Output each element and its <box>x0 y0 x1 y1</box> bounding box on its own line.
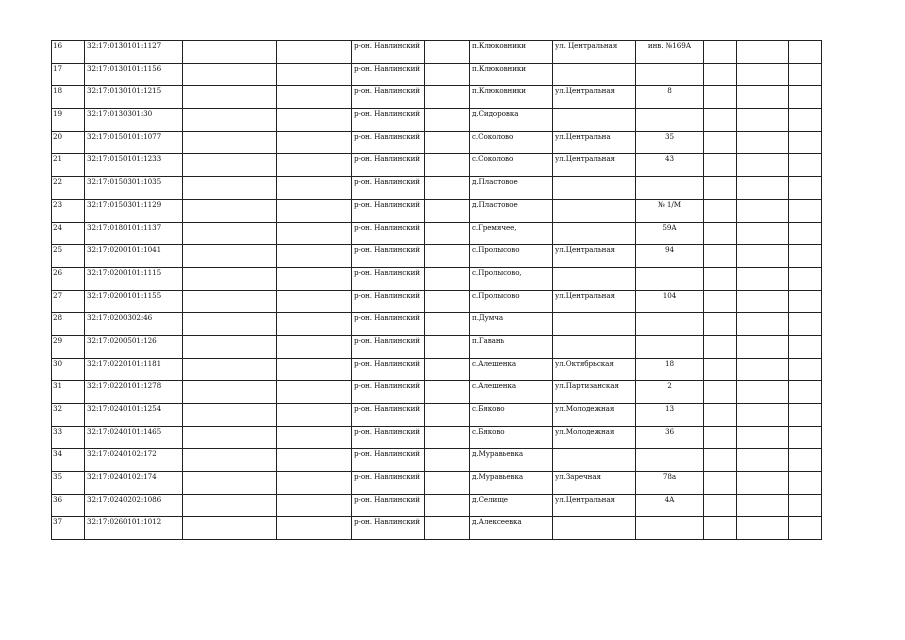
street-cell <box>553 449 636 472</box>
empty-cell <box>277 494 352 517</box>
district-cell: р-он. Навлинский <box>352 177 425 200</box>
empty-cell <box>704 222 737 245</box>
row-number-cell: 29 <box>52 335 85 358</box>
property-table <box>51 40 822 540</box>
house-number-cell: 18 <box>636 358 704 381</box>
empty-cell <box>789 267 822 290</box>
empty-cell <box>737 449 789 472</box>
empty-cell <box>789 358 822 381</box>
empty-cell <box>183 109 277 132</box>
empty-cell <box>277 381 352 404</box>
row-number-cell: 27 <box>52 290 85 313</box>
empty-cell <box>737 131 789 154</box>
house-number-cell: 35 <box>636 131 704 154</box>
house-number-cell <box>636 177 704 200</box>
settlement-cell: с.Бяково <box>470 426 553 449</box>
empty-cell <box>704 267 737 290</box>
row-number-cell: 16 <box>52 41 85 64</box>
empty-cell <box>789 494 822 517</box>
empty-cell <box>704 154 737 177</box>
empty-cell <box>737 472 789 495</box>
settlement-cell: д.Пластовое <box>470 177 553 200</box>
empty-cell <box>789 222 822 245</box>
house-number-cell <box>636 449 704 472</box>
empty-cell <box>277 154 352 177</box>
empty-cell <box>704 41 737 64</box>
row-number-cell: 20 <box>52 131 85 154</box>
settlement-cell: д.Пластовое <box>470 199 553 222</box>
empty-cell <box>789 86 822 109</box>
district-cell: р-он. Навлинский <box>352 358 425 381</box>
cadastral-number-cell: 32:17:0150301:1129 <box>85 199 183 222</box>
empty-cell <box>425 426 470 449</box>
empty-cell <box>425 154 470 177</box>
row-number-cell: 21 <box>52 154 85 177</box>
empty-cell <box>277 449 352 472</box>
empty-cell <box>277 199 352 222</box>
empty-cell <box>425 472 470 495</box>
house-number-cell: 104 <box>636 290 704 313</box>
house-number-cell: 8 <box>636 86 704 109</box>
row-number-cell: 25 <box>52 245 85 268</box>
table-row <box>52 358 822 381</box>
empty-cell <box>704 199 737 222</box>
settlement-cell: д.Сидоровка <box>470 109 553 132</box>
empty-cell <box>183 381 277 404</box>
empty-cell <box>425 335 470 358</box>
empty-cell <box>737 222 789 245</box>
street-cell: ул.Октябрьская <box>553 358 636 381</box>
house-number-cell: 78а <box>636 472 704 495</box>
settlement-cell: д.Муравьевка <box>470 472 553 495</box>
row-number-cell: 18 <box>52 86 85 109</box>
empty-cell <box>789 426 822 449</box>
empty-cell <box>737 267 789 290</box>
street-cell: ул.Молодежная <box>553 426 636 449</box>
empty-cell <box>183 222 277 245</box>
table-row <box>52 335 822 358</box>
settlement-cell: с.Пролысово, <box>470 267 553 290</box>
empty-cell <box>277 109 352 132</box>
empty-cell <box>277 63 352 86</box>
table-row <box>52 267 822 290</box>
empty-cell <box>789 290 822 313</box>
empty-cell <box>737 154 789 177</box>
empty-cell <box>704 426 737 449</box>
district-cell: р-он. Навлинский <box>352 517 425 540</box>
empty-cell <box>704 131 737 154</box>
cadastral-number-cell: 32:17:0150101:1233 <box>85 154 183 177</box>
empty-cell <box>277 517 352 540</box>
empty-cell <box>425 63 470 86</box>
street-cell: ул.Молодежная <box>553 404 636 427</box>
empty-cell <box>737 358 789 381</box>
cadastral-number-cell: 32:17:0240101:1254 <box>85 404 183 427</box>
cadastral-number-cell: 32:17:0200101:1115 <box>85 267 183 290</box>
district-cell: р-он. Навлинский <box>352 109 425 132</box>
house-number-cell <box>636 313 704 336</box>
empty-cell <box>704 109 737 132</box>
empty-cell <box>425 358 470 381</box>
district-cell: р-он. Навлинский <box>352 199 425 222</box>
table-row <box>52 426 822 449</box>
empty-cell <box>277 245 352 268</box>
empty-cell <box>737 177 789 200</box>
district-cell: р-он. Навлинский <box>352 472 425 495</box>
house-number-cell: 59А <box>636 222 704 245</box>
cadastral-number-cell: 32:17:0220101:1278 <box>85 381 183 404</box>
district-cell: р-он. Навлинский <box>352 313 425 336</box>
table-row <box>52 381 822 404</box>
district-cell: р-он. Навлинский <box>352 426 425 449</box>
empty-cell <box>789 199 822 222</box>
empty-cell <box>789 131 822 154</box>
empty-cell <box>789 404 822 427</box>
empty-cell <box>789 63 822 86</box>
settlement-cell: д.Алексеевка <box>470 517 553 540</box>
table-row <box>52 494 822 517</box>
empty-cell <box>704 358 737 381</box>
cadastral-number-cell: 32:17:0130101:1215 <box>85 86 183 109</box>
row-number-cell: 28 <box>52 313 85 336</box>
district-cell: р-он. Навлинский <box>352 494 425 517</box>
row-number-cell: 17 <box>52 63 85 86</box>
table-row <box>52 290 822 313</box>
empty-cell <box>789 335 822 358</box>
street-cell <box>553 109 636 132</box>
cadastral-number-cell: 32:17:0130101:1156 <box>85 63 183 86</box>
cadastral-number-cell: 32:17:0150101:1077 <box>85 131 183 154</box>
house-number-cell <box>636 109 704 132</box>
empty-cell <box>425 313 470 336</box>
empty-cell <box>737 109 789 132</box>
empty-cell <box>277 41 352 64</box>
empty-cell <box>277 313 352 336</box>
street-cell: ул.Центральная <box>553 245 636 268</box>
empty-cell <box>277 404 352 427</box>
row-number-cell: 31 <box>52 381 85 404</box>
document-page <box>51 40 821 540</box>
table-row <box>52 131 822 154</box>
table-row <box>52 177 822 200</box>
settlement-cell: д.Муравьевка <box>470 449 553 472</box>
settlement-cell: п.Клюковники <box>470 63 553 86</box>
empty-cell <box>277 86 352 109</box>
row-number-cell: 35 <box>52 472 85 495</box>
empty-cell <box>277 131 352 154</box>
empty-cell <box>425 267 470 290</box>
empty-cell <box>789 177 822 200</box>
empty-cell <box>183 267 277 290</box>
settlement-cell: п.Думча <box>470 313 553 336</box>
empty-cell <box>789 109 822 132</box>
house-number-cell: 94 <box>636 245 704 268</box>
street-cell: ул.Центральна <box>553 131 636 154</box>
empty-cell <box>277 222 352 245</box>
empty-cell <box>183 472 277 495</box>
empty-cell <box>183 313 277 336</box>
empty-cell <box>704 177 737 200</box>
table-row <box>52 63 822 86</box>
empty-cell <box>277 426 352 449</box>
empty-cell <box>704 494 737 517</box>
street-cell <box>553 335 636 358</box>
street-cell: ул.Центральная <box>553 290 636 313</box>
empty-cell <box>704 290 737 313</box>
table-row <box>52 154 822 177</box>
empty-cell <box>425 494 470 517</box>
table-row <box>52 449 822 472</box>
district-cell: р-он. Навлинский <box>352 267 425 290</box>
cadastral-number-cell: 32:17:0200302:46 <box>85 313 183 336</box>
empty-cell <box>737 494 789 517</box>
settlement-cell: с.Соколово <box>470 131 553 154</box>
street-cell: ул.Центральная <box>553 86 636 109</box>
cadastral-number-cell: 32:17:0260101:1012 <box>85 517 183 540</box>
empty-cell <box>183 404 277 427</box>
district-cell: р-он. Навлинский <box>352 449 425 472</box>
empty-cell <box>277 177 352 200</box>
empty-cell <box>737 63 789 86</box>
row-number-cell: 23 <box>52 199 85 222</box>
empty-cell <box>704 63 737 86</box>
empty-cell <box>425 131 470 154</box>
street-cell <box>553 517 636 540</box>
settlement-cell: с.Пролысово <box>470 290 553 313</box>
empty-cell <box>737 404 789 427</box>
empty-cell <box>737 290 789 313</box>
row-number-cell: 33 <box>52 426 85 449</box>
empty-cell <box>425 245 470 268</box>
empty-cell <box>425 449 470 472</box>
empty-cell <box>704 472 737 495</box>
street-cell <box>553 63 636 86</box>
district-cell: р-он. Навлинский <box>352 41 425 64</box>
street-cell <box>553 199 636 222</box>
row-number-cell: 30 <box>52 358 85 381</box>
empty-cell <box>183 63 277 86</box>
empty-cell <box>183 41 277 64</box>
table-row <box>52 199 822 222</box>
empty-cell <box>737 41 789 64</box>
house-number-cell: 13 <box>636 404 704 427</box>
empty-cell <box>737 517 789 540</box>
empty-cell <box>737 426 789 449</box>
empty-cell <box>789 245 822 268</box>
settlement-cell: п.Клюковники <box>470 86 553 109</box>
settlement-cell: п.Клюковники <box>470 41 553 64</box>
district-cell: р-он. Навлинский <box>352 245 425 268</box>
empty-cell <box>425 199 470 222</box>
empty-cell <box>183 245 277 268</box>
house-number-cell <box>636 63 704 86</box>
street-cell: ул.Заречная <box>553 472 636 495</box>
table-body <box>52 41 822 540</box>
empty-cell <box>277 335 352 358</box>
settlement-cell: с.Соколово <box>470 154 553 177</box>
empty-cell <box>425 177 470 200</box>
empty-cell <box>277 358 352 381</box>
empty-cell <box>425 86 470 109</box>
house-number-cell <box>636 335 704 358</box>
empty-cell <box>425 222 470 245</box>
empty-cell <box>183 177 277 200</box>
street-cell <box>553 177 636 200</box>
cadastral-number-cell: 32:17:0200101:1155 <box>85 290 183 313</box>
empty-cell <box>277 290 352 313</box>
empty-cell <box>704 449 737 472</box>
table-row <box>52 86 822 109</box>
empty-cell <box>425 290 470 313</box>
house-number-cell <box>636 517 704 540</box>
district-cell: р-он. Навлинский <box>352 381 425 404</box>
cadastral-number-cell: 32:17:0240202:1086 <box>85 494 183 517</box>
settlement-cell: д.Селище <box>470 494 553 517</box>
cadastral-number-cell: 32:17:0130101:1127 <box>85 41 183 64</box>
district-cell: р-он. Навлинский <box>352 404 425 427</box>
empty-cell <box>183 517 277 540</box>
district-cell: р-он. Навлинский <box>352 222 425 245</box>
empty-cell <box>183 290 277 313</box>
empty-cell <box>704 404 737 427</box>
empty-cell <box>277 472 352 495</box>
table-row <box>52 517 822 540</box>
district-cell: р-он. Навлинский <box>352 154 425 177</box>
district-cell: р-он. Навлинский <box>352 335 425 358</box>
settlement-cell: п.Гавань <box>470 335 553 358</box>
row-number-cell: 37 <box>52 517 85 540</box>
empty-cell <box>737 245 789 268</box>
empty-cell <box>183 426 277 449</box>
empty-cell <box>704 245 737 268</box>
settlement-cell: с.Пролысово <box>470 245 553 268</box>
street-cell: ул. Центральная <box>553 41 636 64</box>
street-cell: ул.Центральная <box>553 494 636 517</box>
district-cell: р-он. Навлинский <box>352 290 425 313</box>
district-cell: р-он. Навлинский <box>352 131 425 154</box>
empty-cell <box>704 335 737 358</box>
table-row <box>52 41 822 64</box>
cadastral-number-cell: 32:17:0150301:1035 <box>85 177 183 200</box>
empty-cell <box>704 381 737 404</box>
empty-cell <box>425 41 470 64</box>
empty-cell <box>737 86 789 109</box>
cadastral-number-cell: 32:17:0220101:1181 <box>85 358 183 381</box>
row-number-cell: 26 <box>52 267 85 290</box>
empty-cell <box>704 517 737 540</box>
empty-cell <box>425 381 470 404</box>
row-number-cell: 19 <box>52 109 85 132</box>
empty-cell <box>183 199 277 222</box>
settlement-cell: с.Алешенка <box>470 381 553 404</box>
table-row <box>52 404 822 427</box>
empty-cell <box>789 472 822 495</box>
house-number-cell: 36 <box>636 426 704 449</box>
empty-cell <box>789 381 822 404</box>
street-cell <box>553 222 636 245</box>
settlement-cell: с.Алешенка <box>470 358 553 381</box>
district-cell: р-он. Навлинский <box>352 63 425 86</box>
empty-cell <box>183 358 277 381</box>
street-cell: ул.Центральная <box>553 154 636 177</box>
empty-cell <box>789 313 822 336</box>
row-number-cell: 32 <box>52 404 85 427</box>
cadastral-number-cell: 32:17:0200101:1041 <box>85 245 183 268</box>
empty-cell <box>737 335 789 358</box>
empty-cell <box>183 449 277 472</box>
empty-cell <box>183 335 277 358</box>
house-number-cell: 43 <box>636 154 704 177</box>
district-cell: р-он. Навлинский <box>352 86 425 109</box>
empty-cell <box>704 313 737 336</box>
empty-cell <box>737 313 789 336</box>
empty-cell <box>789 154 822 177</box>
empty-cell <box>737 199 789 222</box>
empty-cell <box>737 381 789 404</box>
house-number-cell: инв. №169А <box>636 41 704 64</box>
cadastral-number-cell: 32:17:0180101:1137 <box>85 222 183 245</box>
empty-cell <box>183 86 277 109</box>
empty-cell <box>183 131 277 154</box>
cadastral-number-cell: 32:17:0130301:30 <box>85 109 183 132</box>
row-number-cell: 24 <box>52 222 85 245</box>
house-number-cell <box>636 267 704 290</box>
empty-cell <box>183 154 277 177</box>
settlement-cell: с.Бяково <box>470 404 553 427</box>
empty-cell <box>425 109 470 132</box>
settlement-cell: с.Гремячее, <box>470 222 553 245</box>
empty-cell <box>789 41 822 64</box>
street-cell: ул.Партизанская <box>553 381 636 404</box>
empty-cell <box>789 449 822 472</box>
table-row <box>52 109 822 132</box>
empty-cell <box>425 404 470 427</box>
empty-cell <box>789 517 822 540</box>
empty-cell <box>425 517 470 540</box>
street-cell <box>553 267 636 290</box>
row-number-cell: 36 <box>52 494 85 517</box>
cadastral-number-cell: 32:17:0240102:172 <box>85 449 183 472</box>
row-number-cell: 22 <box>52 177 85 200</box>
house-number-cell: 4А <box>636 494 704 517</box>
house-number-cell: 2 <box>636 381 704 404</box>
cadastral-number-cell: 32:17:0240101:1465 <box>85 426 183 449</box>
table-row <box>52 472 822 495</box>
empty-cell <box>183 494 277 517</box>
cadastral-number-cell: 32:17:0240102:174 <box>85 472 183 495</box>
cadastral-number-cell: 32:17:0200501:126 <box>85 335 183 358</box>
empty-cell <box>704 86 737 109</box>
table-row <box>52 313 822 336</box>
table-row <box>52 245 822 268</box>
empty-cell <box>277 267 352 290</box>
house-number-cell: № 1/М <box>636 199 704 222</box>
street-cell <box>553 313 636 336</box>
table-row <box>52 222 822 245</box>
row-number-cell: 34 <box>52 449 85 472</box>
